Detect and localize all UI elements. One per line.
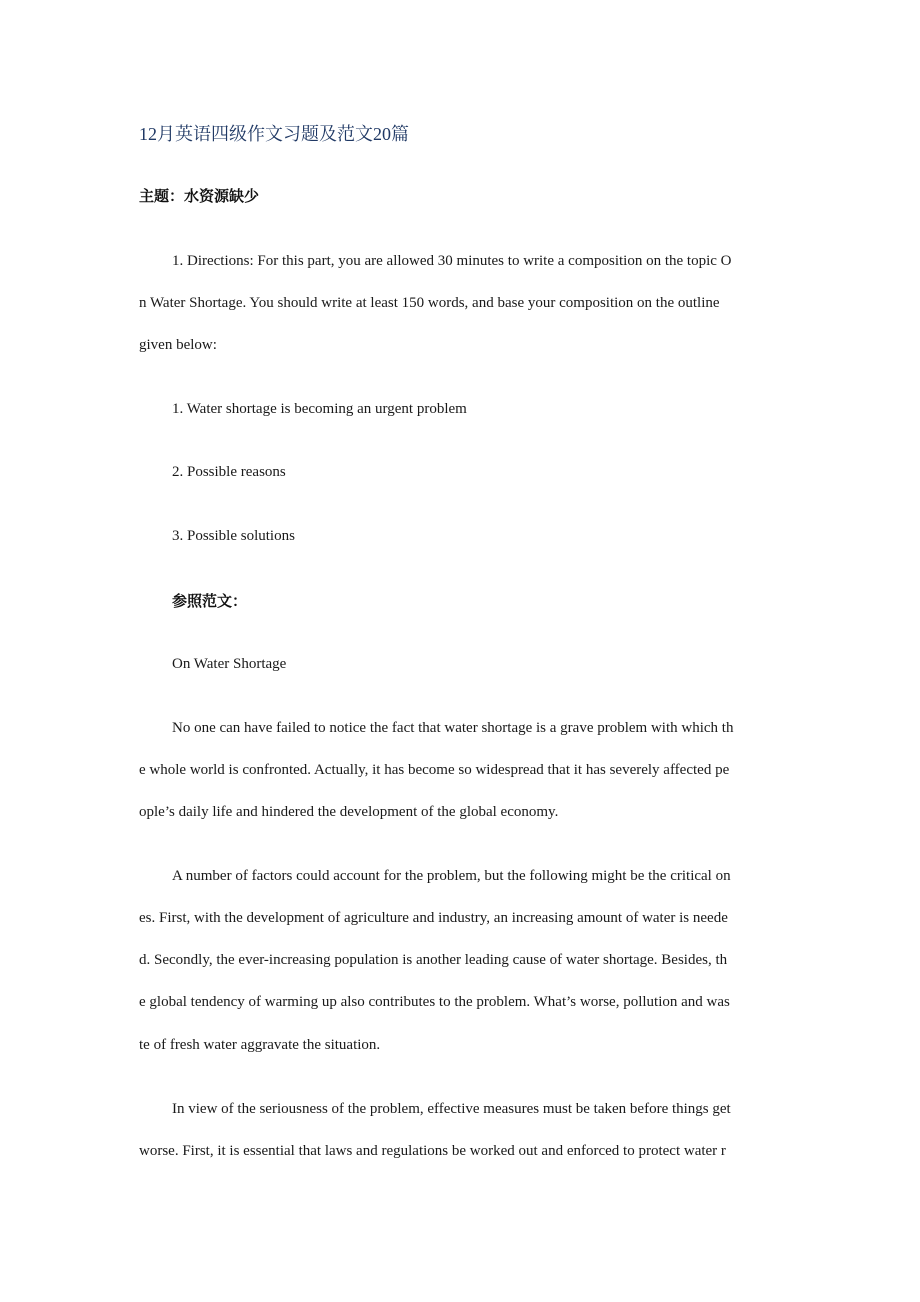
essay-title: On Water Shortage	[172, 656, 287, 672]
paragraph-1-line: e whole world is confronted. Actually, it has become so widespread that it has severely affected pe	[139, 762, 730, 778]
topic-label: 主题：水资源缺少	[139, 187, 260, 205]
paragraph-1-line: No one can have failed to notice the fact that water shortage is a grave problem with which th	[172, 720, 734, 736]
paragraph-3-line: In view of the seriousness of the problem, effective measures must be taken before things get	[172, 1101, 731, 1117]
paragraph-2-line: d. Secondly, the ever-increasing population is another leading cause of water shortage. Besides, th	[139, 952, 728, 968]
directions-line: n Water Shortage. You should write at least 150 words, and base your composition on the outline	[139, 295, 720, 311]
directions-line: 1. Directions: For this part, you are allowed 30 minutes to write a composition on the topic O	[172, 253, 732, 269]
paragraph-1-line: ople’s daily life and hindered the development of the global economy.	[139, 804, 559, 820]
paragraph-2-line: es. First, with the development of agriculture and industry, an increasing amount of water is neede	[139, 910, 728, 926]
paragraph-2-line: A number of factors could account for the problem, but the following might be the critical on	[172, 868, 731, 884]
outline-item: 2. Possible reasons	[172, 464, 286, 480]
paragraph-2-line: te of fresh water aggravate the situation.	[139, 1037, 381, 1053]
paragraph-2-line: e global tendency of warming up also contributes to the problem. What’s worse, pollution and was	[139, 994, 730, 1010]
document-title: 12月英语四级作文习题及范文20篇	[139, 124, 409, 144]
directions-line: given below:	[139, 337, 217, 353]
outline-item: 1. Water shortage is becoming an urgent problem	[172, 401, 467, 417]
outline-item: 3. Possible solutions	[172, 528, 295, 544]
sample-essay-label: 参照范文：	[172, 592, 248, 610]
paragraph-3-line: worse. First, it is essential that laws and regulations be worked out and enforced to protect water r	[139, 1143, 726, 1159]
